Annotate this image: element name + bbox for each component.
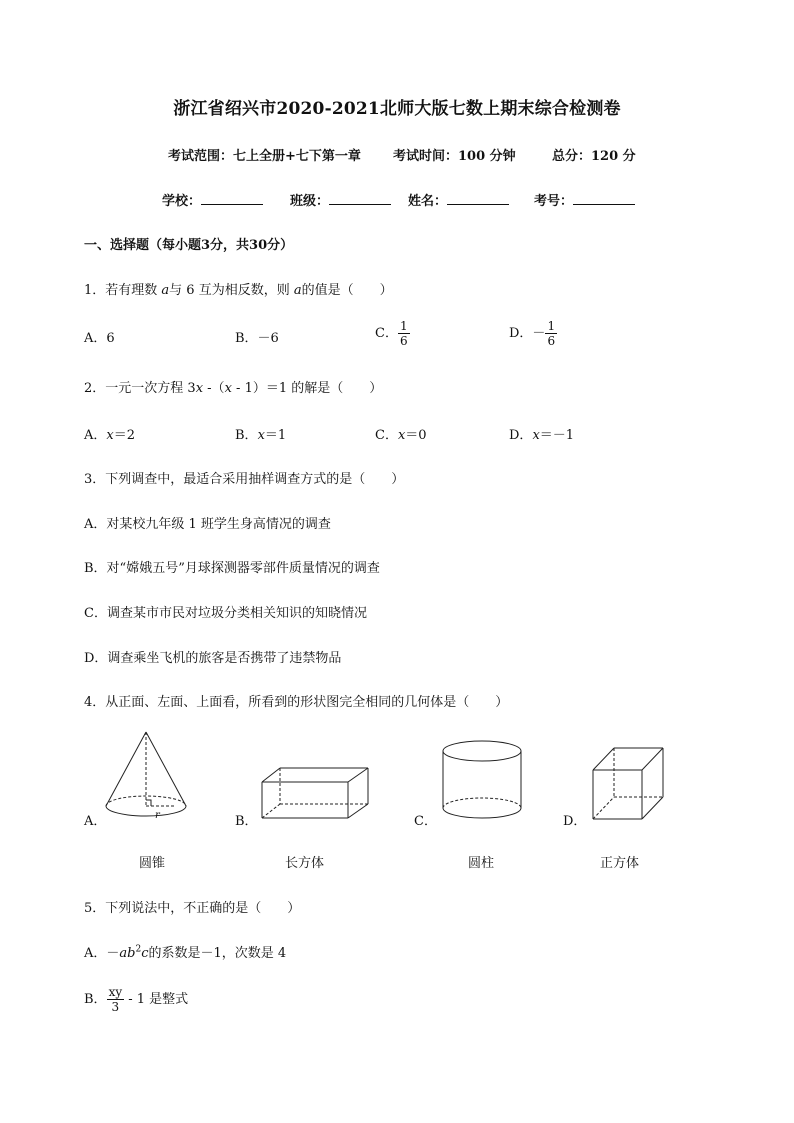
q4-option-b[interactable]: B． xyxy=(235,814,258,829)
option-prefix: D． xyxy=(509,428,533,443)
option-var: x xyxy=(106,428,114,443)
cuboid-edge xyxy=(262,768,280,782)
question-2-stem xyxy=(84,377,382,396)
number-label: 考号： xyxy=(534,194,574,209)
q3-option-d[interactable]: D．调查乘坐飞机的旅客是否携带了违禁物品 xyxy=(84,651,342,666)
cube-edge xyxy=(593,748,614,770)
q2-text-mid: -（ xyxy=(203,381,225,396)
label-cylinder: 圆柱 xyxy=(468,856,495,871)
number-field[interactable] xyxy=(534,190,635,209)
exponent: 2 xyxy=(135,944,142,955)
cone-edge-left xyxy=(106,732,146,806)
cuboid-edge xyxy=(348,804,368,818)
option-var: x xyxy=(257,428,265,443)
question-3-stem: 3．下列调查中，最适合采用抽样调查方式的是（ ） xyxy=(84,472,405,487)
cone-base-front xyxy=(106,806,186,816)
q2-var-x2: x xyxy=(224,381,232,396)
cube-figure xyxy=(590,744,666,822)
cuboid-hidden-edge xyxy=(262,804,280,818)
label-cuboid: 长方体 xyxy=(285,856,325,871)
option-value: ＝0 xyxy=(405,428,427,443)
var-c: c xyxy=(141,946,149,961)
class-label: 班级： xyxy=(290,194,330,209)
q2-option-a[interactable] xyxy=(84,424,135,443)
q1-option-d-prefix: D．－ xyxy=(509,326,546,341)
question-1-stem xyxy=(84,279,393,298)
q1-option-d[interactable] xyxy=(509,319,557,348)
class-blank[interactable] xyxy=(329,192,391,205)
cylinder-top xyxy=(443,741,521,761)
page-title: 浙江省绍兴市2020-2021北师大版七数上期末综合检测卷 xyxy=(173,99,621,119)
q4-option-c[interactable]: C． xyxy=(414,814,437,829)
cylinder-bottom-back xyxy=(443,798,521,808)
q1-option-b[interactable]: B．－6 xyxy=(235,331,279,346)
cone-edge-right xyxy=(146,732,186,806)
cube-hidden-edge xyxy=(593,797,614,819)
q1-option-c[interactable] xyxy=(375,319,410,348)
name-field[interactable] xyxy=(408,190,509,209)
q5-option-a[interactable] xyxy=(84,942,286,961)
cylinder-figure xyxy=(440,738,524,824)
q2-var-x: x xyxy=(195,381,204,396)
q4-option-d[interactable]: D． xyxy=(563,814,587,829)
school-label: 学校： xyxy=(162,194,202,209)
q1-text-post: 的值是（ ） xyxy=(301,283,393,298)
cone-radius-label: r xyxy=(155,810,160,821)
label-cone: 圆锥 xyxy=(139,856,166,871)
fraction-numerator: xy xyxy=(108,985,123,999)
var-ab: ab xyxy=(119,946,136,961)
cone-figure xyxy=(100,728,190,824)
q5-option-b[interactable] xyxy=(84,985,188,1014)
q1-option-a[interactable]: A．6 xyxy=(84,331,115,346)
q1-var-a2: a xyxy=(293,283,302,298)
q2-text-pre: 2．一元一次方程 3 xyxy=(84,381,196,396)
name-label: 姓名： xyxy=(408,194,448,209)
option-var: x xyxy=(397,428,406,443)
q1-text-mid: 与 6 互为相反数，则 xyxy=(169,283,294,298)
q2-text-post: - 1）＝1 的解是（ ） xyxy=(231,381,383,396)
option-prefix: B． xyxy=(84,992,107,1007)
section-title: 一、选择题（每小题3分，共30分） xyxy=(84,238,294,253)
fraction-denominator: 3 xyxy=(111,1000,120,1014)
option-value: ＝－1 xyxy=(539,428,575,443)
q3-option-c[interactable]: C．调查某市市民对垃圾分类相关知识的知晓情况 xyxy=(84,606,367,621)
q1-var-a: a xyxy=(161,283,170,298)
cuboid-figure xyxy=(258,765,378,825)
exam-time: 考试时间：100 分钟 xyxy=(393,149,516,164)
q4-option-a[interactable]: A． xyxy=(84,814,107,829)
q1-option-c-fraction xyxy=(398,319,410,348)
total-score: 总分：120 分 xyxy=(552,149,636,164)
right-angle-mark xyxy=(146,800,151,806)
cylinder-bottom-front xyxy=(443,808,521,818)
class-field[interactable] xyxy=(290,190,391,209)
fraction-numerator: 1 xyxy=(399,319,408,333)
q2-option-d[interactable] xyxy=(509,424,574,443)
name-blank[interactable] xyxy=(447,192,509,205)
number-blank[interactable] xyxy=(573,192,635,205)
school-blank[interactable] xyxy=(201,192,263,205)
cube-edge xyxy=(642,797,663,819)
fraction-denominator: 6 xyxy=(399,334,408,348)
q2-option-b[interactable] xyxy=(235,424,286,443)
q1-text-pre: 1．若有理数 xyxy=(84,283,162,298)
option-text: 的系数是－1，次数是 4 xyxy=(148,946,287,961)
question-5-stem: 5．下列说法中，不正确的是（ ） xyxy=(84,901,301,916)
q5-option-b-fraction xyxy=(107,985,125,1014)
label-cube: 正方体 xyxy=(600,856,640,871)
cube-edge xyxy=(642,748,663,770)
option-value: ＝1 xyxy=(264,428,287,443)
option-var: x xyxy=(532,428,540,443)
option-prefix: A．－ xyxy=(84,946,120,961)
fraction-numerator: 1 xyxy=(547,319,556,333)
q1-option-d-fraction xyxy=(545,319,557,348)
option-prefix: C． xyxy=(375,428,398,443)
q2-option-c[interactable] xyxy=(375,424,427,443)
q3-option-a[interactable]: A．对某校九年级 1 班学生身高情况的调查 xyxy=(84,517,331,532)
q3-option-b[interactable]: B．对“嫦娥五号”月球探测器零部件质量情况的调查 xyxy=(84,561,380,576)
question-4-stem: 4．从正面、左面、上面看，所看到的形状图完全相同的几何体是（ ） xyxy=(84,695,509,710)
school-field[interactable] xyxy=(162,190,263,209)
option-text: - 1 是整式 xyxy=(124,992,189,1007)
option-prefix: B． xyxy=(235,428,258,443)
option-value: ＝2 xyxy=(113,428,136,443)
fraction-denominator: 6 xyxy=(547,334,556,348)
q1-option-c-prefix: C． xyxy=(375,326,398,341)
exam-range: 考试范围：七上全册+七下第一章 xyxy=(168,149,361,164)
cuboid-edge xyxy=(348,768,368,782)
option-prefix: A． xyxy=(84,428,107,443)
